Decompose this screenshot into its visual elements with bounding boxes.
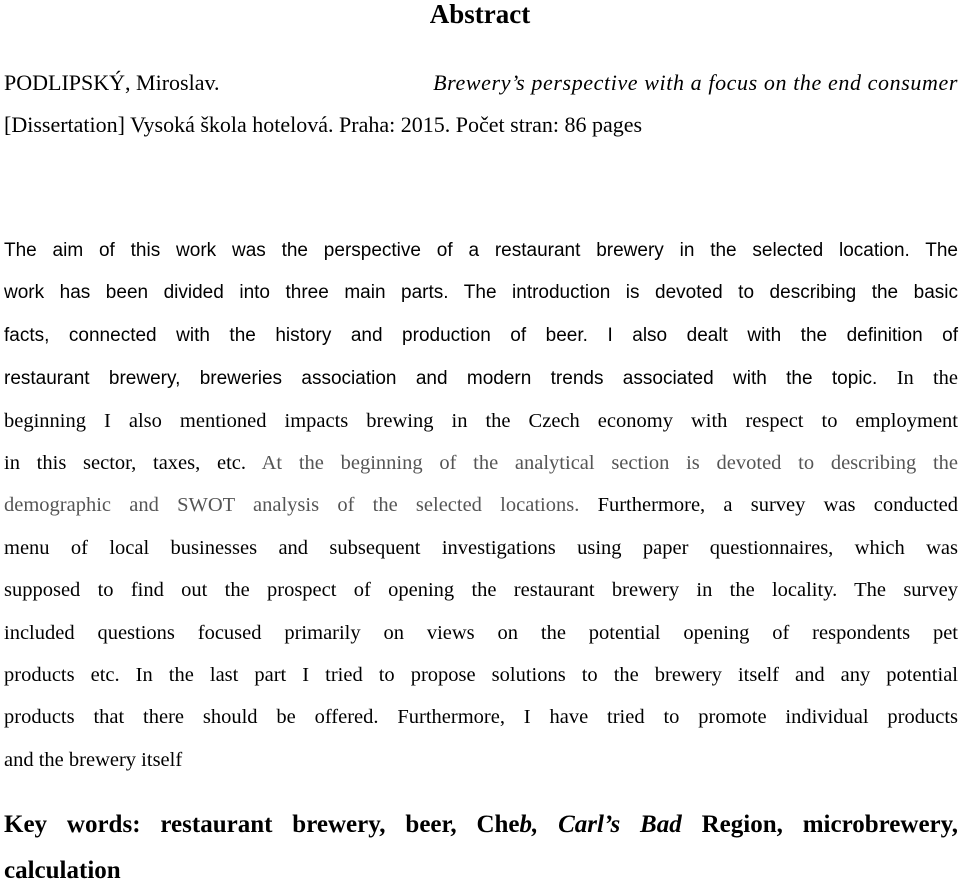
abstract-line <box>4 315 958 357</box>
abstract-body <box>4 230 958 781</box>
citation-details: [Dissertation] Vysoká škola hotelová. Praha: 2015. <box>4 112 451 137</box>
keywords-line-2: calculation <box>4 857 121 884</box>
keywords-text: b, Carl’s Bad <box>519 811 682 838</box>
abstract-segment: In the <box>896 367 959 390</box>
abstract-line: products etc. In the last part I tried to propose solutions to the brewery itself and any potential <box>4 663 958 686</box>
citation-line-2 <box>4 104 958 146</box>
abstract-line: supposed to find out the prospect of opening the restaurant brewery in the locality. The survey <box>4 579 958 602</box>
keywords <box>4 802 958 894</box>
citation <box>4 62 958 146</box>
abstract-segment: At the beginning of the analytical section is devoted to describing the <box>261 451 958 474</box>
citation-author: PODLIPSKÝ, Miroslav. <box>4 70 220 95</box>
abstract-line: The aim of this work was the perspective of a restaurant brewery in the selected location. The <box>4 240 958 261</box>
abstract-line <box>4 484 958 526</box>
page-title: Abstract <box>429 0 531 29</box>
citation-work-title: Brewery’s perspective with a focus on the end consumer <box>433 70 958 95</box>
abstract-line <box>4 272 958 314</box>
keywords-line-1 <box>4 802 958 848</box>
abstract-line <box>4 442 958 484</box>
abstract-segment: I also dealt with the definition of <box>607 324 959 346</box>
abstract-segment: work has been divided into three main parts. <box>4 282 449 304</box>
abstract-line: and the brewery itself <box>4 748 183 771</box>
abstract-line: beginning I also mentioned impacts brewing in the Czech economy with respect to employment <box>4 409 958 432</box>
abstract-line: menu of local businesses and subsequent investigations using paper questionnaires, which was <box>4 536 958 559</box>
abstract-line <box>4 357 958 399</box>
abstract-segment: The introduction is devoted to describing the basic <box>463 282 958 304</box>
keywords-text: restaurant brewery, beer, Che <box>160 811 520 838</box>
citation-pages: Počet stran: 86 pages <box>455 112 643 137</box>
abstract-segment: demographic and SWOT analysis of the selected locations. <box>4 494 580 517</box>
keywords-label: Key words: <box>4 811 141 838</box>
abstract-line: products that there should be offered. Furthermore, I have tried to promote individual products <box>4 706 958 729</box>
abstract-segment: restaurant brewery, breweries association and modern trends associated with the topic. <box>4 368 878 390</box>
abstract-segment: in this sector, taxes, etc. <box>4 451 246 474</box>
abstract-line: included questions focused primarily on views on the potential opening of respondents pet <box>4 621 958 644</box>
abstract-segment: Furthermore, a survey was conducted <box>597 494 959 517</box>
keywords-text: Region, microbrewery, <box>701 811 959 838</box>
abstract-segment: facts, connected with the history and production of beer. <box>4 324 588 346</box>
citation-line-1 <box>4 62 958 104</box>
